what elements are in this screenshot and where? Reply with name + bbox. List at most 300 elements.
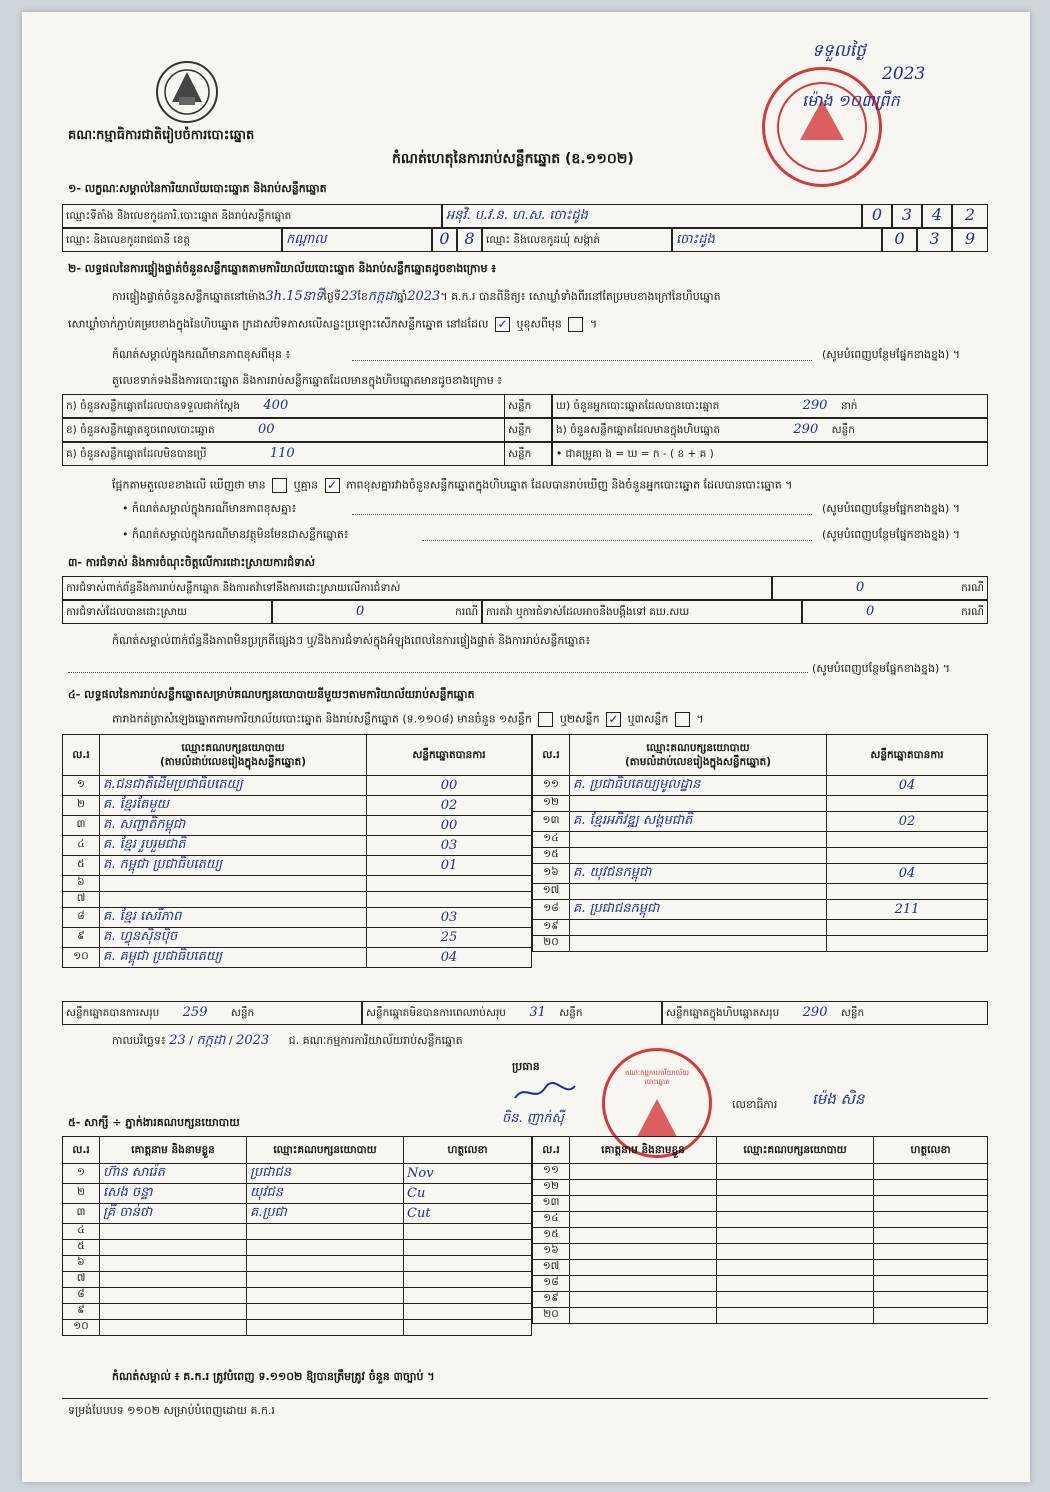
tally-one-sheet-checkbox[interactable] [538, 712, 553, 727]
voters-row [552, 394, 988, 418]
province-code-digit: 0 [432, 228, 457, 252]
col-party: ឈ្មោះគណបក្សនយោបាយ [717, 1137, 874, 1164]
col-signature: ហត្ថលេខា [874, 1137, 988, 1164]
table-row [533, 1292, 988, 1308]
commune-code-digit: 3 [917, 228, 952, 252]
spoiled-ballots-value: 00 [258, 422, 275, 437]
row-number: ៧ [63, 1272, 100, 1288]
total-box-label: សន្លឹកឆ្នោតក្នុងហិបឆ្នោតសរុប [666, 1007, 780, 1019]
party-votes [827, 832, 988, 848]
witness-signature [404, 1288, 532, 1304]
col-name: គោត្តនាម និងនាមខ្លួន [570, 1137, 717, 1164]
col-no: ល.រ [63, 735, 100, 776]
bullet-foreign-objects: • កំណត់សម្គាល់ក្នុងករណីមានវត្ថុមិនមែនជាសន្លឹកឆ្នោត៖ [122, 528, 349, 541]
party-votes [827, 848, 988, 864]
party-name [570, 936, 827, 952]
party-name: គ. គម្ពុជា ប្រជាធិបតេយ្យ [100, 948, 367, 968]
province-label: ឈ្មោះ និងលេខកូដរាជធានី ខេត្ត [62, 228, 282, 252]
table-row [63, 1304, 532, 1320]
witness-name [570, 1276, 717, 1292]
table-row [63, 892, 532, 908]
witness-party [247, 1256, 404, 1272]
witness-party [717, 1244, 874, 1260]
witness-signature [874, 1180, 988, 1196]
seal-status-line [68, 317, 597, 332]
witness-name [100, 1224, 247, 1240]
witness-name [100, 1256, 247, 1272]
party-name [100, 876, 367, 892]
row-number: ១៤ [533, 1212, 570, 1228]
resolved-label: ការជំទាស់ដែលបានដោះស្រាយ [62, 600, 272, 624]
row-number: ១៨ [533, 1276, 570, 1292]
row-number: ១៤ [533, 832, 570, 848]
witness-party [717, 1276, 874, 1292]
table-row [63, 908, 532, 928]
secretary-name: ម៉េង សិន [812, 1090, 865, 1108]
verification-text-c: ខែ [357, 290, 368, 303]
party-votes [367, 892, 532, 908]
party-votes: 00 [367, 776, 532, 796]
table-row [63, 836, 532, 856]
witness-party [247, 1320, 404, 1336]
formula: • ជាគម្រូគា ង = ឃ = ក - ( ខ + គ ) [552, 442, 988, 466]
received-note: ទទួលថ្ងៃ [812, 41, 866, 61]
total-valid-cell [62, 1001, 362, 1025]
appeal-value-cell [802, 600, 988, 624]
party-votes: 04 [367, 948, 532, 968]
row-number: ៣ [63, 816, 100, 836]
row-number: ១៣ [533, 1196, 570, 1212]
party-votes: 04 [827, 776, 988, 796]
row-number: ២ [63, 796, 100, 816]
witness-name [100, 1272, 247, 1288]
seal-same-checkbox[interactable]: ✓ [495, 317, 510, 332]
table-row [63, 1204, 532, 1224]
witness-signature [874, 1260, 988, 1276]
col-name: គោត្តនាម និងនាមខ្លួន [100, 1137, 247, 1164]
section4-heading: ៤- លទ្ធផលនៃការរាប់សន្លឹកឆ្នោតសម្រាប់គណបក្សនយោបាយនីមួយៗតាមការិយាល័យរាប់សន្លឹកឆ្នោត [68, 688, 475, 701]
difference-note-line[interactable] [352, 360, 812, 361]
unit: សន្លឹក [230, 1007, 255, 1019]
row-number: ១០ [63, 948, 100, 968]
bullet-difference-line[interactable] [352, 514, 812, 515]
tally-two-sheets-checkbox[interactable]: ✓ [606, 712, 621, 727]
table-row [533, 1244, 988, 1260]
province-value: កណ្ដាល [282, 228, 432, 252]
row-number: ១៥ [533, 1228, 570, 1244]
tally-three-sheets-checkbox[interactable] [675, 712, 690, 727]
party-name [570, 796, 827, 812]
party-votes: 02 [367, 796, 532, 816]
party-name: គ. ខ្មែរ រួបរួមជាតិ [100, 836, 367, 856]
party-results-left [62, 734, 532, 968]
unit-case: ករណី [455, 606, 478, 618]
row-number: ១២ [533, 1180, 570, 1196]
row-number: ១៨ [533, 900, 570, 920]
objection-value-cell [772, 576, 988, 600]
table-row [533, 936, 988, 952]
party-votes: 03 [367, 908, 532, 928]
party-votes [827, 796, 988, 812]
col-party [570, 735, 827, 776]
total-invalid-cell [362, 1001, 662, 1025]
table-row [533, 884, 988, 900]
party-votes [367, 876, 532, 892]
row-number: ១៣ [533, 812, 570, 832]
tally-text-a: តារាងកត់ត្រាសំឡេងឆ្នោតតាមការិយាល័យបោះឆ្នោត និងរាប់សន្លឹកឆ្នោត (ទ.១១០៨) មានចំនួន ១សន្លឹក [112, 712, 532, 726]
table-row [533, 920, 988, 936]
witness-party [717, 1180, 874, 1196]
table-row [533, 1308, 988, 1324]
ballot-count-record-form [22, 12, 1030, 1482]
section2-heading: ២- លទ្ធផលនៃការផ្ទៀងផ្ទាត់ចំនួនសន្លឹកឆ្នោតតាមការិយាល័យបោះឆ្នោត និងរាប់សន្លឹកឆ្នោតដូចខាងក្រោម ៖ [68, 262, 497, 275]
table-row [533, 832, 988, 848]
verification-day: 23 [340, 289, 358, 304]
received-ballots-value: 400 [263, 398, 289, 413]
ballots-in-box-row [552, 418, 988, 442]
table-row [63, 948, 532, 968]
witness-signature: Nov [404, 1164, 532, 1184]
witness-party [247, 1240, 404, 1256]
witness-name [570, 1244, 717, 1260]
footer-divider [62, 1398, 988, 1399]
total-valid-label: សន្លឹកឆ្នោតបានការសរុប [66, 1007, 160, 1019]
date-label: កាលបរិច្ឆេទ៖ [112, 1034, 166, 1047]
received-year: 2023 [882, 64, 926, 84]
col-no: ល.រ [533, 735, 570, 776]
row-number: ១៥ [533, 848, 570, 864]
witness-party [717, 1292, 874, 1308]
party-name: គ. ប្រជាធិបតេយ្យមូលដ្ឋាន [570, 776, 827, 796]
table-row [533, 900, 988, 920]
witness-signature [874, 1196, 988, 1212]
commission-label: ជ. គណៈកម្មការការិយាល័យរាប់សន្លឹកឆ្នោត [288, 1034, 463, 1047]
irregularity-note-line[interactable] [68, 672, 808, 673]
col-party-title: ឈ្មោះគណបក្សនយោបាយ [181, 742, 285, 754]
verification-text-e: ។ គ.ក.រ បានពិនិត្យ៖ សោឃ្លាំទាំងពីរនៅតែប្រមបខាងក្រៅនៃហិបឆ្នោត [440, 290, 721, 303]
discrepancy-text-c: ភាពខុសគ្នារវាងចំនួនសន្លឹកឆ្នោតក្នុងហិបឆ្នោត ដែលបានរាប់ឃើញ និងចំនួនអ្នកបោះឆ្នោត ដែលបានបោះឆ្នោត ។ [346, 478, 793, 492]
party-votes [827, 884, 988, 900]
row-number: ៤ [63, 1224, 100, 1240]
witness-signature: Cut [404, 1204, 532, 1224]
party-votes: 03 [367, 836, 532, 856]
date-day: 23 [169, 1033, 186, 1048]
unit-ballot-2: សន្លឹក [831, 424, 855, 436]
witness-signature [404, 1224, 532, 1240]
unused-ballots-row [62, 442, 552, 466]
commune-value: ចោះដូង [672, 228, 882, 252]
party-votes [827, 920, 988, 936]
seal-line-end: ។ [589, 317, 598, 331]
resolved-value: 0 [356, 604, 365, 619]
col-no: ល.រ [533, 1137, 570, 1164]
row-number: ២ [63, 1184, 100, 1204]
row-number: ១០ [63, 1320, 100, 1336]
table-row [533, 848, 988, 864]
station-code-digit: 4 [922, 204, 952, 228]
table-row [63, 1256, 532, 1272]
spoiled-ballots-row [62, 418, 552, 442]
stamp-text: គណៈកម្មការការិយាល័យបោះឆ្នោត [624, 1069, 689, 1086]
witness-signature [404, 1272, 532, 1288]
resolved-value-cell [272, 600, 482, 624]
party-votes: 01 [367, 856, 532, 876]
witness-name: ហ៊ាន សារ៉េត [100, 1164, 247, 1184]
witness-name [570, 1180, 717, 1196]
party-name: គ. ខ្មែរអភិវឌ្ឍ សង្គមជាតិ [570, 812, 827, 832]
bullet-hint-2: (សូមបំពេញបន្ថែមផ្នែកខាងខ្នង) ។ [822, 528, 961, 541]
witness-signature [404, 1320, 532, 1336]
party-name: គ. កម្ពុជា ប្រជាធិបតេយ្យ [100, 856, 367, 876]
unit: សន្លឹក [559, 1007, 583, 1019]
unit-case: ករណី [961, 606, 984, 618]
witness-signature [404, 1256, 532, 1272]
form-footer: ទម្រង់បែបបទ ១១០២ សម្រាប់បំពេញដោយ គ.ក.រ [68, 1404, 275, 1417]
witness-party [717, 1308, 874, 1324]
received-time: ម៉ោង ១០៣ព្រឹក [802, 91, 900, 110]
table-row [63, 796, 532, 816]
row-number: ២០ [533, 936, 570, 952]
form-title: កំណត់ហេតុនៃការរាប់សន្លឹកឆ្នោត (ឧ.១១០២) [392, 151, 634, 167]
party-name [100, 892, 367, 908]
row-number: ៦ [63, 1256, 100, 1272]
table-row [63, 928, 532, 948]
unit-case: ករណី [961, 582, 984, 594]
unit-ballot: សន្លឹក [504, 442, 552, 466]
witness-party [717, 1212, 874, 1228]
witness-table-right [532, 1136, 988, 1324]
party-name: គ. ខ្មែរតែមួយ [100, 796, 367, 816]
col-party-sub: (តាមលំដាប់លេខរៀងក្នុងសន្លឹកឆ្នោត) [159, 756, 307, 768]
witness-name: គ្រី ចាន់ថា [100, 1204, 247, 1224]
row-number: ៣ [63, 1204, 100, 1224]
row-number: ១៩ [533, 1292, 570, 1308]
row-number: ១២ [533, 796, 570, 812]
irregularity-hint: (សូមបំពេញបន្ថែមផ្នែកខាងខ្នង) ។ [812, 662, 951, 675]
witness-signature [404, 1304, 532, 1320]
official-stamp-top [762, 67, 882, 187]
witness-party [717, 1228, 874, 1244]
witness-name [570, 1308, 717, 1324]
date-year: 2023 [236, 1033, 270, 1048]
witness-party [247, 1288, 404, 1304]
difference-note-hint: (សូមបំពេញបន្ថែមផ្នែកខាងខ្នង) ។ [822, 348, 961, 361]
station-value: អនុវិ. ប.វ.ន. ហ.ស. ចោះដូង [442, 204, 862, 228]
party-votes: 25 [367, 928, 532, 948]
witness-name [570, 1292, 717, 1308]
voters-label: ឃ) ចំនួនអ្នកបោះឆ្នោតដែលបានបោះឆ្នោត [556, 400, 720, 412]
row-number: ១៧ [533, 1260, 570, 1276]
table-row [63, 1240, 532, 1256]
irregularity-note: កំណត់សម្គាល់ពាក់ព័ន្ធនឹងភាពមិនប្រក្រតីផ្សេងៗ ឬ/និងការជំទាស់ក្នុងអំឡុងពេលនៃការផ្ទៀងផ្ទាត់ និងការរាប់សន្លឹកឆ្នោត៖ [112, 634, 591, 647]
province-code-digit: 8 [457, 228, 482, 252]
unit-ballot: សន្លឹក [504, 418, 552, 442]
seal-different-checkbox[interactable] [568, 317, 583, 332]
table-row [63, 1320, 532, 1336]
witness-signature: Cu [404, 1184, 532, 1204]
party-votes: 211 [827, 900, 988, 920]
commune-label: ឈ្មោះ និងលេខកូដឃុំ សង្កាត់ [482, 228, 672, 252]
witness-party [717, 1164, 874, 1180]
witness-signature [874, 1292, 988, 1308]
voters-value: 290 [802, 398, 828, 413]
unit: សន្លឹក [840, 1007, 865, 1019]
table-row [533, 1196, 988, 1212]
unit-person: នាក់ [840, 400, 858, 412]
table-row [63, 816, 532, 836]
col-votes: សន្លឹកឆ្នោតបានការ [827, 735, 988, 776]
received-ballots-label: ក) ចំនួនសន្លឹកឆ្នោតដែលបានទទួលជាក់ស្តែង [66, 400, 241, 412]
party-name [570, 832, 827, 848]
table-row [63, 876, 532, 892]
table-row [63, 776, 532, 796]
commune-code-digit: 9 [952, 228, 988, 252]
appeal-value: 0 [866, 604, 875, 619]
date-month: កក្កដា [196, 1033, 226, 1048]
party-name: គ. ហ្វុនស៊ិនប៉ិច [100, 928, 367, 948]
table-row [63, 856, 532, 876]
row-number: ១១ [533, 776, 570, 796]
party-votes [827, 936, 988, 952]
verification-text-b: ថ្ងៃទី [323, 290, 341, 303]
table-row [533, 1180, 988, 1196]
table-row [533, 864, 988, 884]
witness-name [100, 1320, 247, 1336]
table-row [533, 1164, 988, 1180]
station-code-digit: 0 [862, 204, 892, 228]
ballots-in-box-label: ង) ចំនួនសន្លឹកឆ្នោតដែលមានក្នុងហិបឆ្នោត [556, 424, 721, 436]
received-ballots-row [62, 394, 552, 418]
witness-name [570, 1212, 717, 1228]
total-valid-value: 259 [182, 1005, 208, 1020]
witness-name: សេង ចន្ទា [100, 1184, 247, 1204]
row-number: ១៩ [533, 920, 570, 936]
witness-party: យុវជន [247, 1184, 404, 1204]
total-box-cell [662, 1001, 988, 1025]
witness-name [570, 1260, 717, 1276]
col-party-title: ឈ្មោះគណបក្សនយោបាយ [646, 742, 750, 754]
witness-signature [874, 1228, 988, 1244]
row-number: ៧ [63, 892, 100, 908]
table-row [533, 1260, 988, 1276]
secretary-label: លេខាធិការ [732, 1098, 778, 1111]
tally-text-end: ។ [696, 712, 704, 726]
witness-party [717, 1196, 874, 1212]
col-party [100, 735, 367, 776]
witness-party: ប្រជាជន [247, 1164, 404, 1184]
party-votes: 02 [827, 812, 988, 832]
objection-label: ការជំទាស់ពាក់ព័ន្ធនឹងការរាប់សន្លឹកឆ្នោត និងការតវ៉ាទៅនឹងការដោះស្រាយលើការជំទាស់ [62, 576, 772, 600]
verification-year: 2023 [407, 289, 441, 304]
table-row [533, 796, 988, 812]
appeal-label: ការតវ៉ា ឬការជំទាស់ដែលអាចនឹងបង្ដឹងទៅ គឃ.សឃ [482, 600, 802, 624]
bullet-hint-1: (សូមបំពេញបន្ថែមផ្នែកខាងខ្នង) ។ [822, 502, 961, 515]
discrepancy-no-checkbox[interactable]: ✓ [325, 478, 340, 493]
tally-sheet-line [112, 712, 704, 727]
seal-different-label: ឬខុសពីមុន [516, 317, 562, 331]
witness-name [100, 1240, 247, 1256]
col-party-sub: (តាមលំដាប់លេខរៀងក្នុងសន្លឹកឆ្នោត) [624, 756, 772, 768]
witness-signature [404, 1240, 532, 1256]
bullet-foreign-line[interactable] [422, 540, 812, 541]
witness-name [100, 1304, 247, 1320]
station-label: ឈ្មោះទីតាំង និងលេខកូដការិ.បោះឆ្នោត និងរាប់សន្លឹកឆ្នោត [62, 204, 442, 228]
row-number: ១ [63, 1164, 100, 1184]
row-number: ១៦ [533, 864, 570, 884]
witness-signature [874, 1244, 988, 1260]
row-number: ៦ [63, 876, 100, 892]
party-votes: 00 [367, 816, 532, 836]
station-code-digit: 3 [892, 204, 922, 228]
tally-text-b: ឬ២សន្លឹក [559, 712, 600, 726]
unused-ballots-value: 110 [269, 446, 295, 461]
row-number: ៤ [63, 836, 100, 856]
table-row [63, 1272, 532, 1288]
table-row [63, 1288, 532, 1304]
table-row [533, 776, 988, 796]
col-signature: ហត្ថលេខា [404, 1137, 532, 1164]
row-number: ៥ [63, 1240, 100, 1256]
commune-code-digit: 0 [882, 228, 917, 252]
objection-value: 0 [856, 580, 865, 595]
row-number: ២០ [533, 1308, 570, 1324]
party-votes: 04 [827, 864, 988, 884]
witness-name [570, 1228, 717, 1244]
witness-name [100, 1288, 247, 1304]
party-name: គ. សញ្ជាតិកម្ពុជា [100, 816, 367, 836]
total-box-value: 290 [802, 1005, 828, 1020]
row-number: ៨ [63, 1288, 100, 1304]
table-row [533, 1228, 988, 1244]
row-number: ៨ [63, 908, 100, 928]
row-number: ៩ [63, 1304, 100, 1320]
summary-intro: តួលេខទាក់ទងនឹងការបោះឆ្នោត និងការរាប់សន្លឹកឆ្នោតដែលមានក្នុងហិបឆ្នោតមានដូចខាងក្រោម ៖ [112, 374, 503, 387]
unused-ballots-label: គ) ចំនួនសន្លឹកឆ្នោតដែលមិនបានប្រើ [66, 448, 207, 460]
witness-party: គ.ប្រជា [247, 1204, 404, 1224]
party-name: គ. ខ្មែរ សេរីភាព [100, 908, 367, 928]
witness-party [247, 1304, 404, 1320]
verification-time: 3h.15នាទី [265, 289, 324, 304]
party-name [570, 920, 827, 936]
witness-signature [874, 1164, 988, 1180]
total-invalid-value: 31 [529, 1005, 546, 1020]
party-name [570, 848, 827, 864]
discrepancy-yes-checkbox[interactable] [272, 478, 287, 493]
witness-signature [874, 1308, 988, 1324]
witness-note: កំណត់សម្គាល់ ៖ គ.ក.រ ត្រូវបំពេញ ទ.១១០២ ឱ្យបានត្រឹមត្រូវ ចំនួន ៣ច្បាប់ ។ [112, 1370, 435, 1383]
party-name: គ.ជនជាតិដើមប្រជាធិបតេយ្យ [100, 776, 367, 796]
verification-month: កក្កដា [367, 289, 397, 304]
party-results-right [532, 734, 988, 952]
tally-text-c: ឬ៣សន្លឹក [627, 712, 669, 726]
table-row [63, 1184, 532, 1204]
nec-emblem-icon [152, 57, 222, 127]
verification-text-a: ការផ្ទៀងផ្ទាត់ចំនួនសន្លឹកឆ្នោតនៅម៉ោង [112, 290, 266, 303]
ballots-in-box-value: 290 [793, 422, 819, 437]
discrepancy-text-b: ឬគ្មាន [293, 478, 319, 492]
bullet-difference: • កំណត់សម្គាល់ក្នុងករណីមានភាពខុសគ្នា៖ [122, 502, 297, 515]
section3-heading: ៣- ការជំទាស់ និងការចំណុះចិត្តលើការដោះស្រាយការជំទាស់ [68, 556, 315, 569]
difference-note-label: កំណត់សម្គាល់ក្នុងករណីមានភាពខុសពីមុន ៖ [112, 348, 291, 361]
committee-name: គណៈកម្មាធិការជាតិរៀបចំការបោះឆ្នោត [68, 128, 255, 143]
table-row [533, 1212, 988, 1228]
col-votes: សន្លឹកឆ្នោតបានការ [367, 735, 532, 776]
table-row [533, 812, 988, 832]
row-number: ១ [63, 776, 100, 796]
unit-ballot: សន្លឹក [504, 394, 552, 418]
party-name [570, 884, 827, 900]
total-invalid-label: សន្លឹកឆ្នោតមិនបានការពេលរាប់សរុប [366, 1007, 506, 1019]
